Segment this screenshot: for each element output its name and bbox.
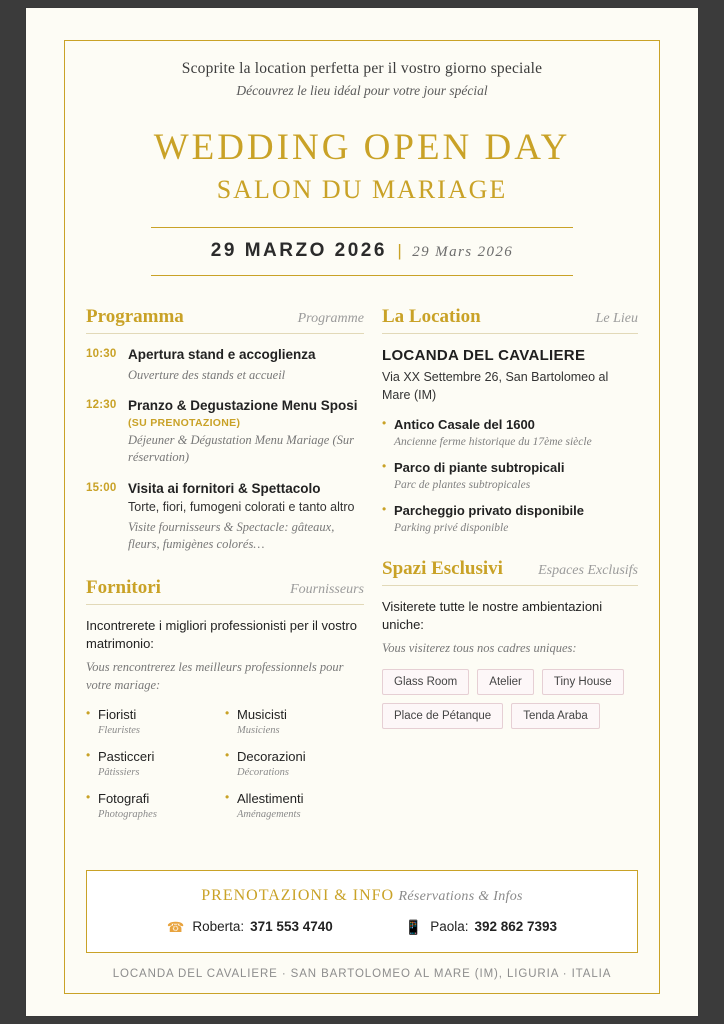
venue-feature-list [382, 416, 638, 534]
vendor-label-it: Decorazioni [237, 749, 306, 765]
bullet-icon: • [225, 790, 230, 805]
contact-number[interactable]: 392 862 7393 [474, 919, 558, 934]
page-title: WEDDING OPEN DAY [153, 127, 571, 168]
contact-title-fr: Réservations & Infos [398, 889, 523, 904]
flyer-page [26, 8, 698, 1016]
programma-heading-fr: Programme [297, 311, 364, 326]
vendor-item [86, 706, 225, 736]
left-column [86, 306, 382, 832]
feature-label-fr: Ancienne ferme historique du 17ème siècle [394, 436, 592, 448]
fornitori-heading-fr: Fournisseurs [290, 581, 364, 597]
spazio-tag: Tiny House [542, 669, 624, 695]
bullet-icon: • [86, 790, 91, 805]
two-column-body [86, 306, 638, 832]
phone-icon: ☎ [166, 918, 185, 935]
vendor-item [225, 748, 364, 778]
fornitori-intro-it: Incontrerete i migliori professionisti per il vostro matrimonio: [86, 617, 357, 652]
spazi-heading-fr: Espaces Exclusifs [538, 563, 638, 578]
vendor-item [225, 790, 364, 820]
location-heading-it: La Location [382, 306, 481, 327]
spazi-section [382, 558, 638, 737]
venue-name: LOCANDA DEL CAVALIERE [382, 347, 586, 364]
contact-row [87, 919, 637, 934]
event-date-banner [151, 227, 573, 276]
schedule-title-fr: Déjeuner & Dégustation Menu Mariage (Sur réservation) [128, 432, 355, 464]
vendor-label-it: Allestimenti [237, 791, 304, 807]
schedule-body [128, 480, 364, 553]
vendor-label-it: Fioristi [98, 707, 137, 723]
vendor-grid [86, 706, 364, 832]
vendor-column-2 [225, 706, 364, 832]
vendor-item [225, 706, 364, 736]
spazi-heading-it: Spazi Esclusivi [382, 558, 503, 579]
event-date-fr: 29 Mars 2026 [412, 244, 514, 260]
schedule-body [128, 346, 364, 383]
schedule-list [86, 346, 364, 553]
schedule-title: Visita ai fornitori & Spettacolo [128, 480, 321, 496]
mobile-icon: 📱 [404, 918, 423, 935]
vendor-item [86, 748, 225, 778]
vendor-label-fr: Fleuristes [98, 725, 140, 737]
contact-title-it: PRENOTAZIONI & INFO [201, 887, 395, 904]
contact-name: Paola: [430, 919, 469, 934]
schedule-body [128, 397, 364, 465]
spazio-tag: Tenda Araba [511, 703, 600, 729]
section-header-location [382, 306, 638, 334]
contact-title [87, 887, 637, 905]
schedule-title-fr: Ouverture des stands et accueil [128, 367, 286, 382]
contact-item-roberta[interactable] [167, 919, 333, 934]
page-title-fr: SALON DU MARIAGE [216, 175, 508, 204]
schedule-time: 15:00 [86, 481, 117, 494]
feature-label-it: Parcheggio privato disponibile [394, 503, 584, 518]
vendor-label-it: Musicisti [237, 707, 287, 723]
vendor-label-it: Fotografi [98, 791, 150, 807]
feature-label-it: Parco di piante subtropicali [394, 460, 565, 475]
venue-address: Via XX Settembre 26, San Bartolomeo al Mare (IM) [382, 370, 609, 402]
programma-heading-it: Programma [86, 306, 184, 327]
vendor-label-fr: Musiciens [237, 725, 280, 737]
vendor-label-fr: Photographes [98, 809, 157, 821]
spazio-tag: Atelier [477, 669, 534, 695]
spazi-intro-fr: Vous visiterez tous nos cadres uniques: [382, 641, 577, 656]
vendor-item [86, 790, 225, 820]
section-header-spazi [382, 558, 638, 586]
schedule-item [86, 397, 364, 465]
feature-label-it: Antico Casale del 1600 [394, 417, 535, 432]
footer-address: LOCANDA DEL CAVALIERE · SAN BARTOLOMEO AL MARE (IM), LIGURIA · ITALIA [112, 968, 612, 980]
schedule-title-fr: Visite fournisseurs & Spectacle: gâteaux, fleurs, fumigènes colorés… [128, 520, 335, 552]
date-separator: | [397, 241, 402, 260]
bullet-icon: • [382, 502, 387, 516]
spazio-tag: Place de Pétanque [382, 703, 503, 729]
header-subtitle-fr: Découvrez le lieu idéal pour votre jour spécial [236, 83, 488, 98]
event-date-it: 29 MARZO 2026 [210, 240, 387, 261]
section-header-fornitori [86, 577, 364, 605]
feature-label-fr: Parc de plantes subtropicales [394, 479, 531, 491]
venue-feature [382, 416, 638, 448]
bullet-icon: • [382, 416, 387, 430]
fornitori-heading-it: Fornitori [86, 576, 161, 598]
schedule-time: 10:30 [86, 348, 117, 360]
bullet-icon: • [225, 706, 230, 721]
bullet-icon: • [86, 706, 91, 721]
vendor-label-fr: Pâtissiers [98, 767, 140, 779]
vendor-label-fr: Aménagements [237, 809, 301, 821]
spazi-intro-it: Visiterete tutte le nostre ambientazioni uniche: [382, 599, 603, 633]
right-column [382, 306, 638, 832]
section-header-programma [86, 306, 364, 334]
contact-name: Roberta: [192, 919, 245, 934]
vendor-column-1 [86, 706, 225, 832]
header-subtitle-it: Scoprite la location perfetta per il vostro giorno speciale [181, 60, 543, 77]
feature-label-fr: Parking privé disponible [394, 522, 509, 534]
fornitori-intro-fr: Vous rencontrerez les meilleurs professionnels pour votre mariage: [86, 660, 344, 692]
vendor-label-fr: Décorations [237, 767, 289, 779]
schedule-note: (SU PRENOTAZIONE) [128, 416, 241, 429]
schedule-item [86, 346, 364, 383]
bullet-icon: • [86, 748, 91, 763]
vendor-label-it: Pasticceri [98, 749, 155, 765]
spazio-tag: Glass Room [382, 669, 469, 695]
schedule-time: 12:30 [86, 399, 117, 412]
venue-feature [382, 502, 638, 534]
contact-number[interactable]: 371 553 4740 [250, 919, 333, 934]
flyer-content [86, 60, 638, 832]
contact-box [86, 870, 638, 953]
bullet-icon: • [225, 748, 230, 763]
contact-item-paola[interactable] [405, 919, 557, 934]
location-heading-fr: Le Lieu [595, 311, 638, 326]
schedule-title: Pranzo & Degustazione Menu Sposi [128, 398, 358, 414]
venue-feature [382, 459, 638, 491]
fornitori-section [86, 577, 364, 832]
schedule-description: Torte, fiori, fumogeni colorati e tanto altro [128, 500, 355, 515]
spazi-tag-list [382, 669, 638, 737]
schedule-item [86, 480, 364, 553]
schedule-title: Apertura stand e accoglienza [128, 347, 316, 362]
bullet-icon: • [382, 459, 387, 473]
